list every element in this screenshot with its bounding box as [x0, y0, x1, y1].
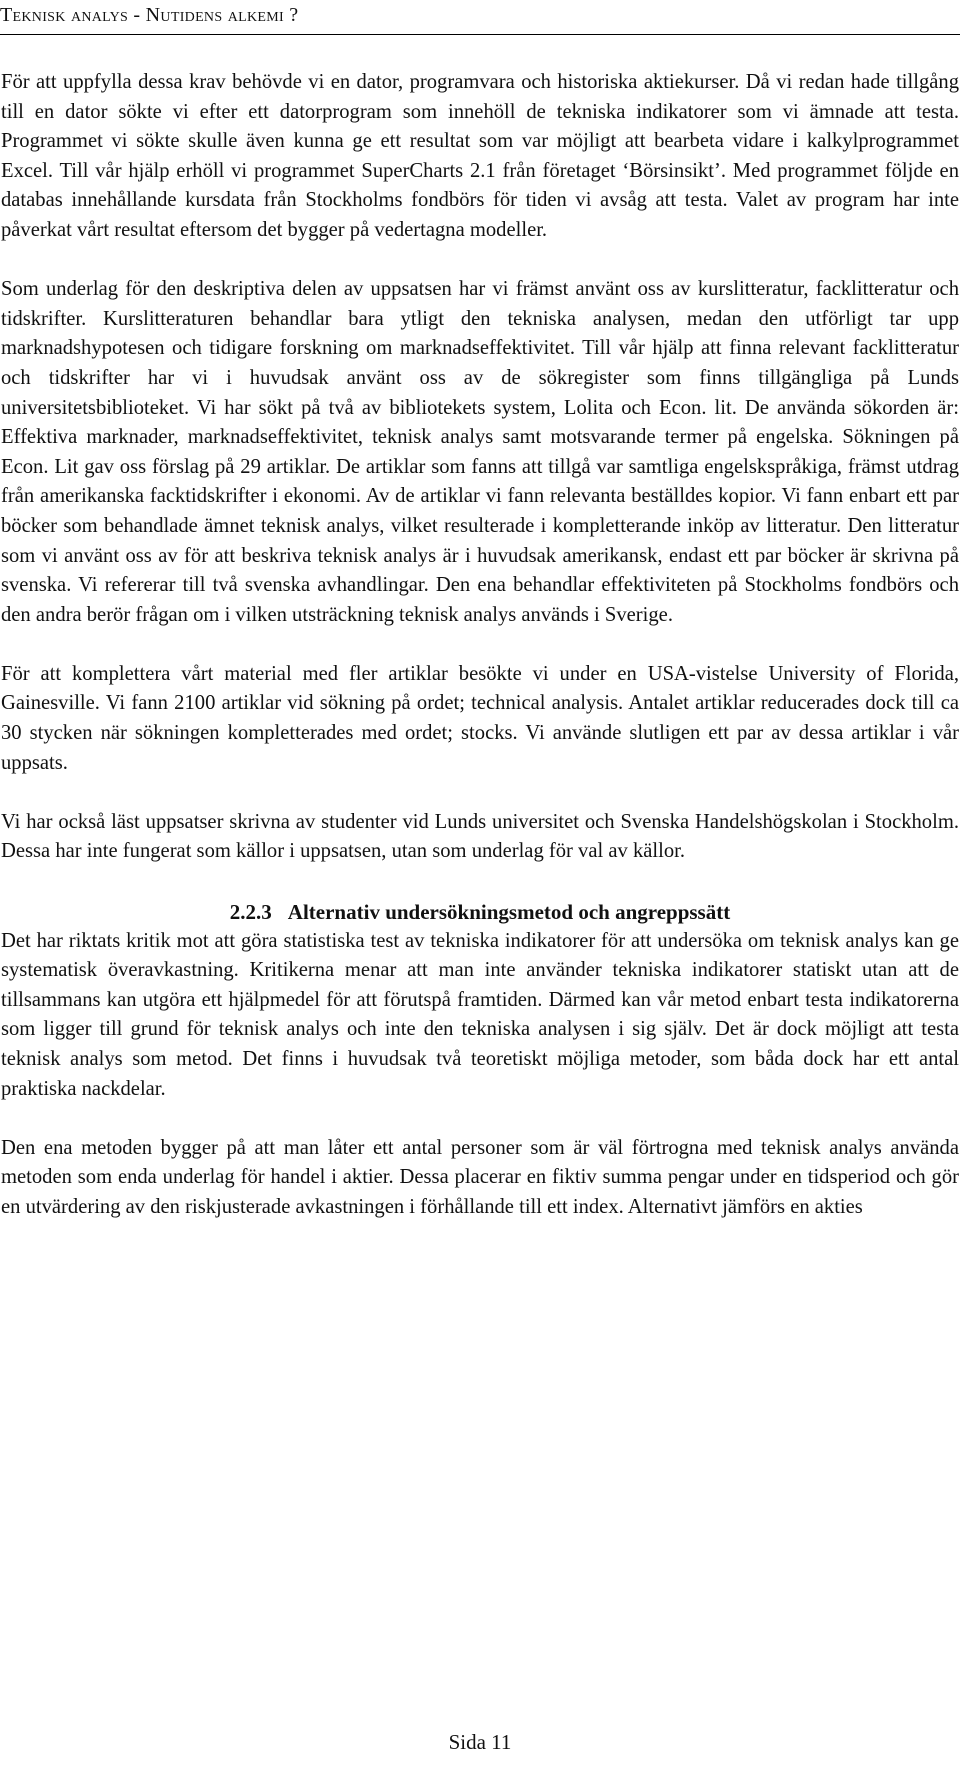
paragraph: För att uppfylla dessa krav behövde vi en dator, programvara och historiska aktiekurser. Då vi redan hade tillgång till en dator sökte vi efter ett datorprogram som innehöll de tekniska indikatorer som vi ämnade att testa. Programmet vi sökte skulle även kunna ge ett resultat som var möjligt att bearbeta vidare i kalkylprogrammet Excel. Till vår hjälp erhöll vi programmet SuperCharts 2.1 från företaget ‘Börsinsikt’. Med programmet följde en databas innehållande kursdata från Stockholms fondbörs för tiden vi avsåg att testa. Valet av program har inte påverkat vårt resultat eftersom det bygger på vedertagna modeller.: [1, 71, 959, 241]
paragraph: Den ena metoden bygger på att man låter ett antal personer som är väl förtrogna med teknisk analys använda metoden som enda underlag för handel i aktier. Dessa placerar en fiktiv summa pengar under en tidsperiod och gör en utvärdering av den riskjusterade avkastningen i förhållande till ett index. Alternativt jämförs en akties: [1, 1136, 959, 1218]
header-rule: [0, 34, 960, 35]
page-body: [1, 68, 959, 1223]
section-title: Alternativ undersökningsmetod och angreppssätt: [287, 899, 731, 924]
paragraph: Vi har också läst uppsatser skrivna av studenter vid Lunds universitet och Svenska Handelshögskolan i Stockholm. Dessa har inte fungerat som källor i uppsatsen, utan som underlag för val av källor.: [1, 810, 959, 863]
running-header: Teknisk analys - Nutidens alkemi ?: [0, 4, 299, 26]
section-heading: [1, 897, 959, 927]
paragraph: Som underlag för den deskriptiva delen av uppsatsen har vi främst använt oss av kurslitteratur, facklitteratur och tidskrifter. Kurslitteraturen behandlar bara ytligt den tekniska analysen, medan den utförligt tar upp marknadshypotesen och tidigare forskning om marknadseffektivitet. Till vår hjälp att finna relevant facklitteratur och tidskrifter har vi i huvudsak använt oss av de sökregister som finns tillgängliga på Lunds universitetsbiblioteket. Vi har sökt på två av bibliotekets system, Lolita och Econ. lit. De använda sökorden är: Effektiva marknader, marknadseffektivitet, teknisk analys samt motsvarande termer på engelska. Sökningen på Econ. Lit gav oss förslag på 29 artiklar. De artiklar som fanns att tillgå var samtliga engelskspråkiga, främst utdrag från amerikanska facktidskrifter i ekonomi. Av de artiklar vi fann relevanta beställdes kopior. Vi fann enbart ett par böcker som behandlade ämnet teknisk analys, vilket resulterade i kompletterande inköp av litteratur. Den litteratur som vi använt oss av för att beskriva teknisk analys är i huvudsak amerikansk, endast ett par böcker är skrivna på svenska. Vi refererar till två svenska avhandlingar. Den ena behandlar effektiviteten på Stockholms fondbörs och den andra berör frågan om i vilken utsträckning teknisk analys används i Sverige.: [1, 278, 959, 626]
section-number: 2.2.3: [229, 899, 272, 924]
page-number: Sida 11: [448, 1730, 512, 1754]
paragraph: För att komplettera vårt material med fler artiklar besökte vi under en USA-vistelse University of Florida, Gainesville. Vi fann 2100 artiklar vid sökning på ordet; technical analysis. Antalet artiklar reducerades dock till ca 30 stycken när sökningen kompletterades med ordet; stocks. Vi använde slutligen ett par av dessa artiklar i vår uppsats.: [1, 662, 959, 774]
paragraph: Det har riktats kritik mot att göra statistiska test av tekniska indikatorer för att undersöka om teknisk analys kan ge systematisk överavkastning. Kritikerna menar att man inte använder tekniska indikatorer statiskt utan att de tillsammans kan utgöra ett hjälpmedel för att förutspå framtiden. Därmed kan vår metod enbart testa indikatorerna som ligger till grund för teknisk analys och inte den tekniska analysen i sig själv. Det är dock möjligt att testa teknisk analys som metod. Det finns i huvudsak två teoretiskt möjliga metoder, som båda dock har ett antal praktiska nackdelar.: [1, 929, 959, 1100]
